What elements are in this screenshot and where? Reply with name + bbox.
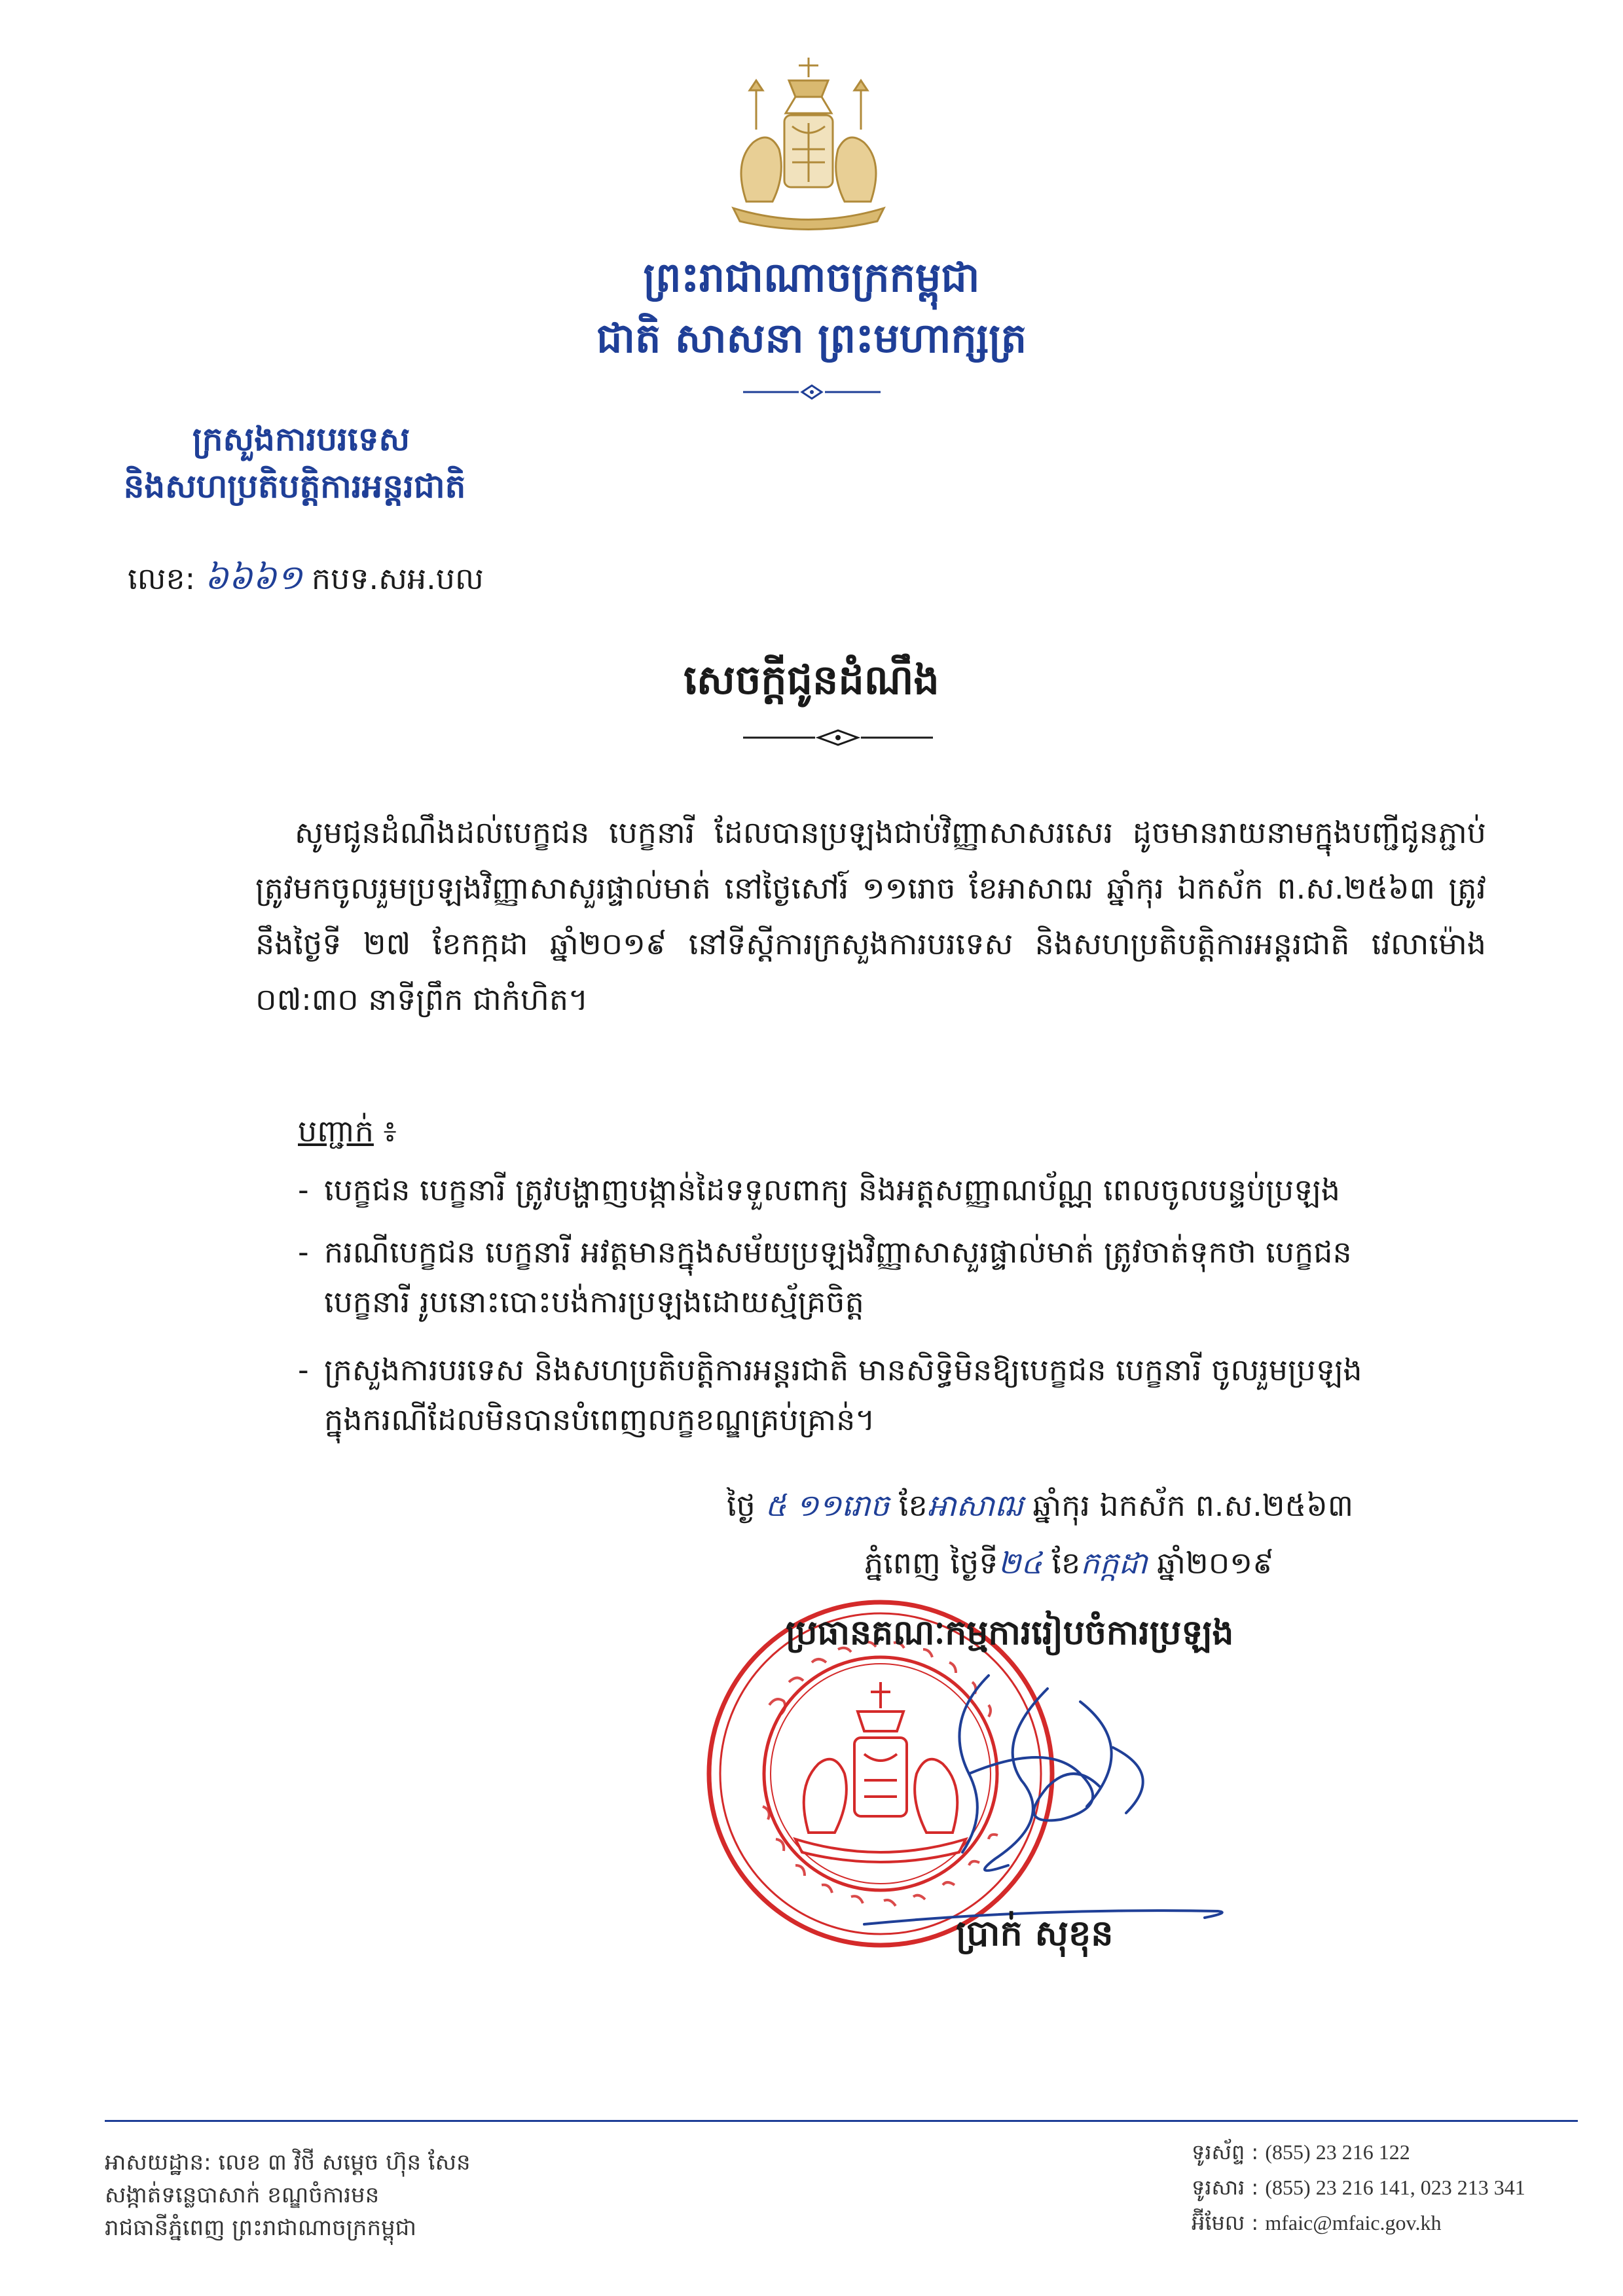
note-item-2: - ករណីបេក្ខជន បេក្ខនារី អវត្តមានក្នុងសម័យប្រឡងវិញ្ញាសាសួរផ្ទាល់មាត់ ត្រូវចាត់ទុកថា បេក្ខជន បេក្ខនារី រូបនោះបោះបង់ការប្រឡងដោយស្ម័គ្រចិត្ត — [298, 1227, 1476, 1327]
footer-phone — [1192, 2139, 1410, 2170]
reference-number-line — [128, 556, 484, 606]
email-label: អ៊ីមែល : — [1192, 2210, 1259, 2235]
footer-divider — [105, 2120, 1578, 2122]
month-handwritten: កក្កដា — [1080, 1545, 1148, 1581]
lunar-month-prefix: ខែ — [898, 1488, 928, 1523]
note-item-text: បេក្ខជន បេក្ខនារី ត្រូវបង្ហាញបង្កាន់ដៃទទួលពាក្យ និងអត្តសញ្ញាណប័ណ្ណ ពេលចូលបន្ទប់ប្រឡង — [324, 1172, 1340, 1208]
month-prefix: ខែ — [1051, 1545, 1081, 1581]
fax-label: ទូរសារ : — [1192, 2175, 1259, 2200]
signatory-title: ប្រធានគណៈកម្មការរៀបចំការប្រឡង — [786, 1613, 1234, 1653]
royal-coat-of-arms-emblem — [707, 51, 910, 241]
footer-fax — [1192, 2174, 1525, 2205]
footer-email — [1192, 2210, 1441, 2240]
document-title: សេចក្តីជូនដំណឹង — [684, 656, 939, 704]
note-item-1: - បេក្ខជន បេក្ខនារី ត្រូវបង្ហាញបង្កាន់ដៃទទួលពាក្យ និងអត្តសញ្ញាណប័ណ្ណ ពេលចូលបន្ទប់ប្រឡង — [298, 1172, 1340, 1208]
reference-number-handwritten: ៦៦៦១ — [204, 558, 302, 598]
footer-address-line3: រាជធានីភ្នំពេញ ព្រះរាជាណាចក្រកម្ពុជា — [105, 2215, 416, 2241]
notes-heading-label: បញ្ជាក់ — [298, 1113, 374, 1149]
email-address: mfaic@mfaic.gov.kh — [1265, 2211, 1442, 2234]
signer-name: ប្រាក់ សុខុន — [956, 1912, 1114, 1954]
reference-code: កបទ.សអ.បល — [311, 561, 484, 596]
ornament-divider-title — [740, 728, 936, 747]
notes-heading — [298, 1113, 397, 1157]
ornament-divider-top — [740, 384, 884, 401]
solar-date-line — [864, 1545, 1274, 1588]
lunar-date-prefix: ថ្ងៃ — [727, 1488, 756, 1523]
notice-body-paragraph: សូមជូនដំណឹងដល់បេក្ខជន បេក្ខនារី ដែលបានប្រឡងជាប់វិញ្ញាសាសរសេរ ដូចមានរាយនាមក្នុងបញ្ជីជូនភ្ជាប់ ត្រូវមកចូលរួមប្រឡងវិញ្ញាសាសួរផ្ទាល់មាត់ នៅថ្ងៃសៅរ៍ ១១រោច ខែអាសាឍ ឆ្នាំកុរ ឯកស័ក ព.ស.២៥៦៣ ត្រូវនឹងថ្ងៃទី ២៧ ខែកក្កដា ឆ្នាំ២០១៩ នៅទីស្តីការក្រសួងការបរទេស និងសហប្រតិបត្តិការអន្តរជាតិ វេលាម៉ោង ០៧:៣០ នាទីព្រឹក ជាកំហិត។ — [255, 815, 1486, 1017]
note-item-text: ករណីបេក្ខជន បេក្ខនារី អវត្តមានក្នុងសម័យប្រឡងវិញ្ញាសាសួរផ្ទាល់មាត់ ត្រូវចាត់ទុកថា បេក្ខជន — [324, 1234, 1352, 1270]
note-item-3: - ក្រសួងការបរទេស និងសហប្រតិបត្តិការអន្តរជាតិ មានសិទ្ធិមិនឱ្យបេក្ខជន បេក្ខនារី ចូលរួមប្រឡង ក្នុងករណីដែលមិនបានបំពេញលក្ខខណ្ឌគ្រប់គ្រាន់។ — [298, 1345, 1476, 1444]
footer-address-line2: សង្កាត់ទន្លេបាសាក់ ខណ្ឌចំការមន — [105, 2182, 380, 2208]
motto-heading: ជាតិ សាសនា ព្រះមហាក្សត្រ — [596, 314, 1027, 362]
year: ឆ្នាំ២០១៩ — [1157, 1545, 1274, 1581]
kingdom-heading: ព្រះរាជាណាចក្រកម្ពុជា — [643, 253, 980, 301]
place-date-prefix: ភ្នំពេញ ថ្ងៃទី — [864, 1545, 998, 1581]
day-handwritten: ២៤ — [998, 1545, 1042, 1581]
fax-number: (855) 23 216 141, 023 213 341 — [1265, 2176, 1525, 2199]
note-item-text: ក្រសួងការបរទេស និងសហប្រតិបត្តិការអន្តរជាតិ មានសិទ្ធិមិនឱ្យបេក្ខជន បេក្ខនារី ចូលរួមប្រឡង — [324, 1352, 1362, 1388]
footer-address-line1: អាសយដ្ឋាន: លេខ ៣ វិថី សម្តេច ហ៊ុន សែន — [105, 2149, 471, 2176]
ministry-name-line1: ក្រសួងការបរទេស — [192, 420, 410, 458]
lunar-month-handwritten: អាសាឍ — [927, 1488, 1023, 1523]
reference-label: លេខ: — [128, 561, 196, 596]
note-item-continuation: ក្នុងករណីដែលមិនបានបំពេញលក្ខខណ្ឌគ្រប់គ្រាន់។ — [324, 1402, 875, 1437]
note-item-continuation: បេក្ខនារី រូបនោះបោះបង់ការប្រឡងដោយស្ម័គ្រចិត្ត — [324, 1284, 864, 1319]
lunar-day-handwritten: ៥ ១១រោច — [765, 1488, 890, 1523]
lunar-date-line — [727, 1487, 1353, 1531]
phone-label: ទូរស័ព្ទ : — [1192, 2140, 1259, 2164]
notes-heading-suffix: ៖ — [373, 1113, 397, 1149]
phone-number: (855) 23 216 122 — [1265, 2140, 1410, 2164]
ministry-name-line2: និងសហប្រតិបត្តិការអន្តរជាតិ — [123, 467, 466, 505]
lunar-year: ឆ្នាំកុរ ឯកស័ក ព.ស.២៥៦៣ — [1032, 1488, 1354, 1523]
